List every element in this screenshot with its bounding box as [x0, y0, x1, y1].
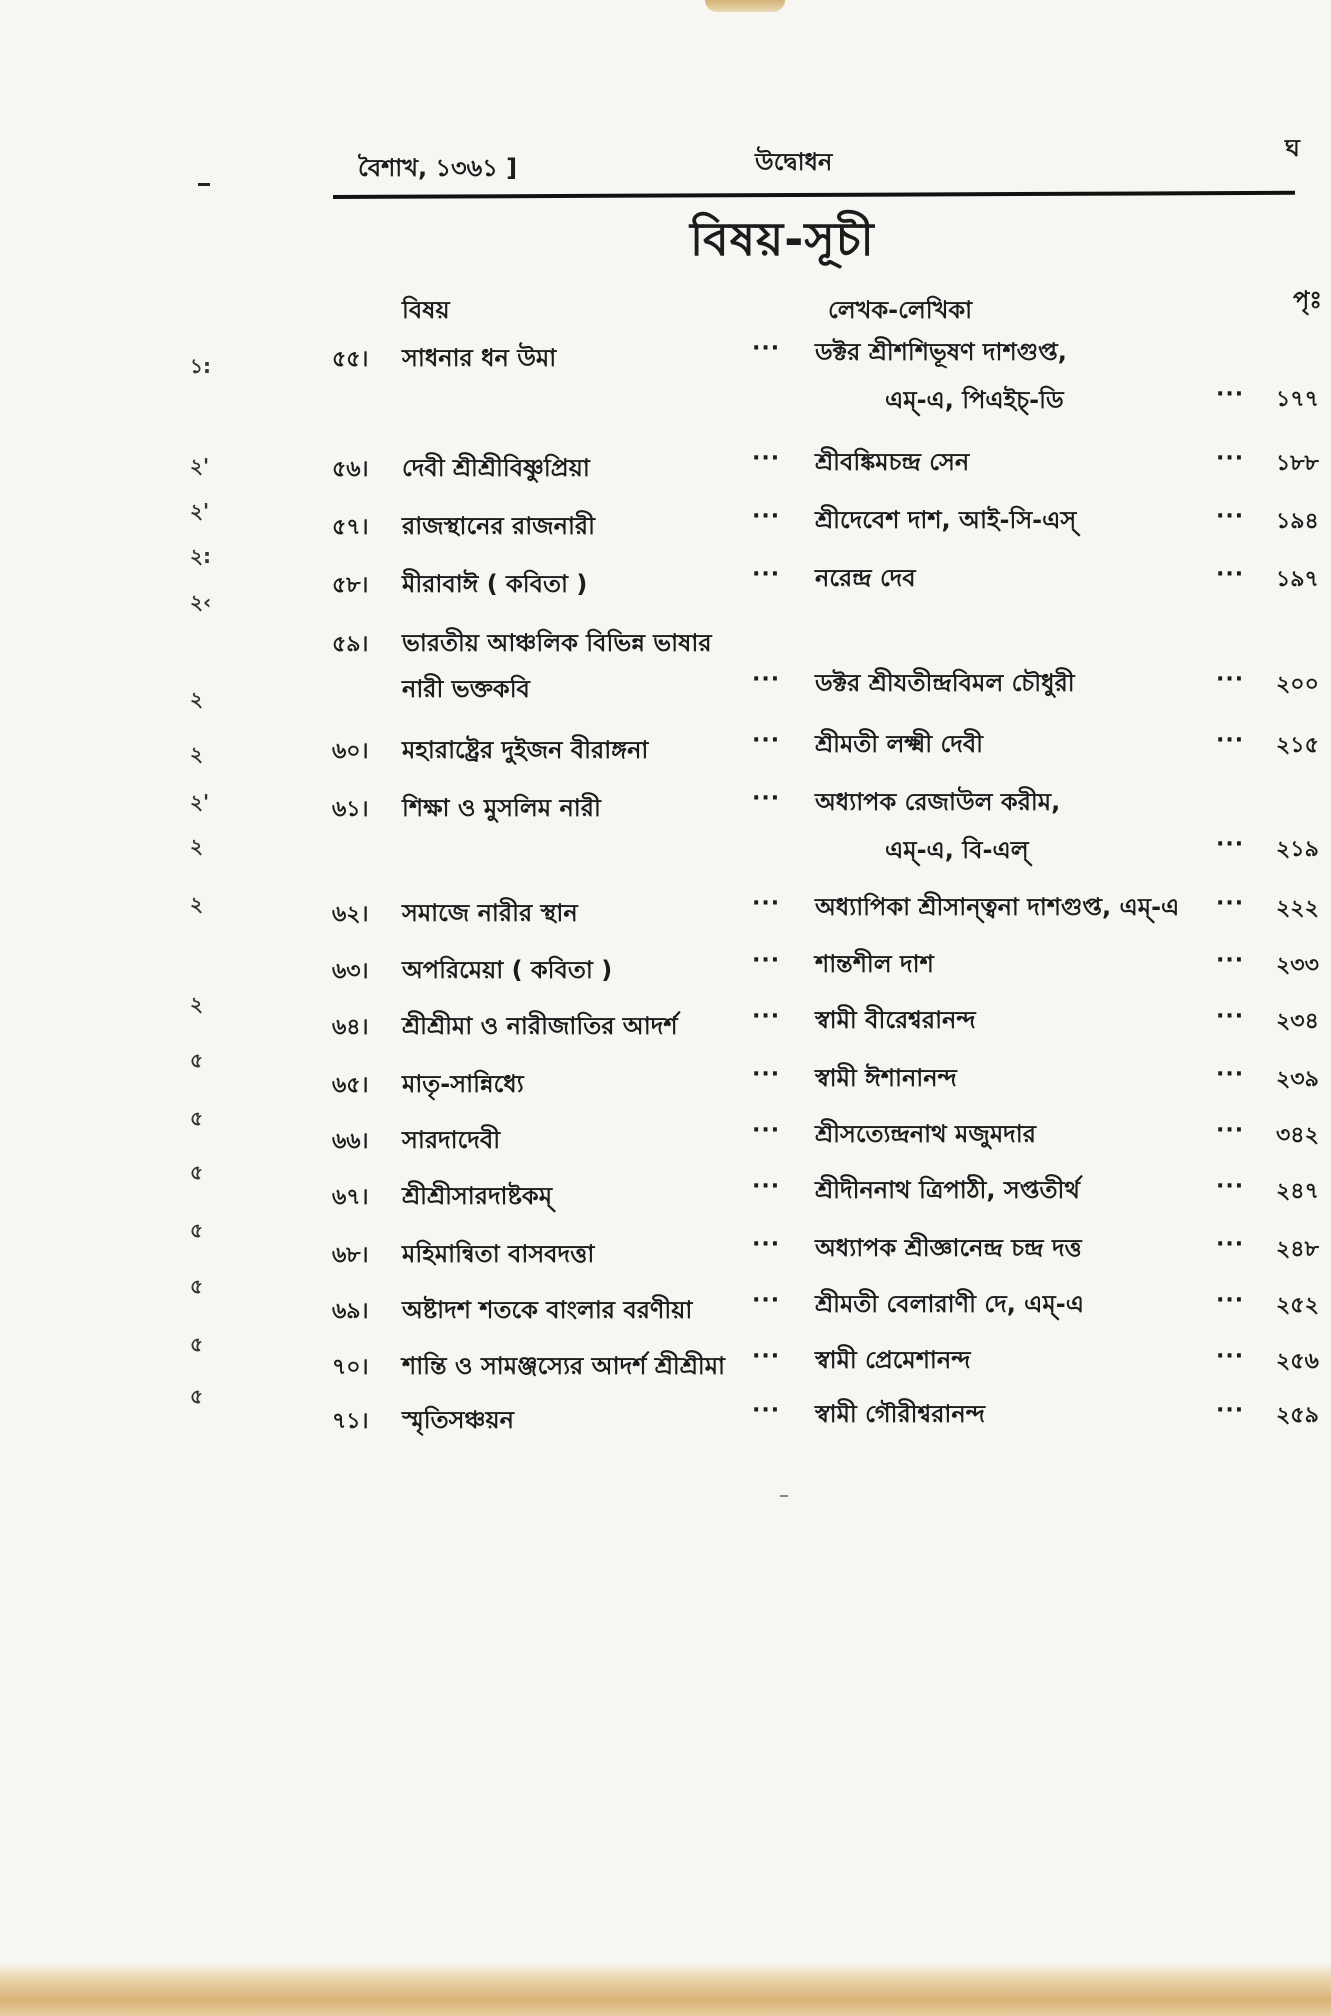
entry-author: শ্রীদীননাথ ত্রিপাঠী, সপ্ততীর্থ	[815, 1176, 1080, 1204]
margin-mark: ২'	[190, 790, 210, 814]
entry-author: শ্রীমতী বেলারাণী দে, এম্‌-এ	[815, 1290, 1084, 1318]
margin-mark: ৫	[190, 1218, 203, 1242]
entry-subject: মাতৃ-সান্নিধ্যে	[402, 1070, 524, 1098]
leader-dots: ···	[1216, 1398, 1245, 1423]
entry-author: স্বামী প্রেমেশানন্দ	[815, 1346, 971, 1374]
leader-dots: ···	[752, 1344, 781, 1369]
leader-dots: ···	[1216, 1344, 1245, 1369]
entry-page: ৩৪২	[1276, 1123, 1319, 1148]
margin-mark: ২'	[190, 454, 210, 478]
entry-number: ৬৭।	[332, 1185, 369, 1210]
entry-number: ৫৭।	[332, 515, 369, 540]
entry-subject: মহারাষ্ট্রের দুইজন বীরাঙ্গনা	[402, 736, 649, 764]
margin-mark: ২'	[190, 499, 210, 523]
leader-dots: ···	[1216, 891, 1245, 916]
entry-subject: স্মৃতিসঞ্চয়ন	[402, 1406, 514, 1434]
entry-author: শ্রীবঙ্কিমচন্দ্র সেন	[815, 448, 970, 476]
leader-dots: ···	[752, 562, 781, 587]
entry-page: ২২২	[1276, 896, 1319, 921]
leader-dots: ···	[752, 667, 781, 692]
margin-mark: ৫	[190, 1332, 203, 1356]
header-date: বৈশাখ, ১৩৬১ ]	[358, 154, 518, 182]
entry-page: ২১৫	[1276, 733, 1319, 758]
entry-page: ১৮৮	[1276, 451, 1319, 476]
entry-author: শ্রীসত্যেন্দ্রনাথ মজুমদার	[815, 1120, 1036, 1148]
entry-page: ২৩৯	[1276, 1067, 1319, 1092]
entry-subject: সারদাদেবী	[402, 1126, 501, 1154]
entry-author: ডক্টর শ্রীযতীন্দ্রবিমল চৌধুরী	[815, 669, 1075, 697]
entry-page: ২৫৬	[1276, 1349, 1319, 1374]
leader-dots: ···	[1216, 1232, 1245, 1257]
leader-dots: ···	[1216, 562, 1245, 587]
entry-author: অধ্যাপক শ্রীজ্ঞানেন্দ্র চন্দ্র দত্ত	[815, 1234, 1082, 1262]
leader-dots: ···	[752, 891, 781, 916]
entry-subject: দেবী শ্রীশ্রীবিষ্ণুপ্রিয়া	[402, 454, 590, 482]
entry-number: ৬৪।	[332, 1015, 369, 1040]
leader-dots: ···	[1216, 504, 1245, 529]
entry-author: শ্রীদেবেশ দাশ, আই-সি-এস্‌	[815, 506, 1077, 534]
leader-dots: ···	[752, 1118, 781, 1143]
running-header	[0, 134, 1331, 190]
entry-subject: শ্রীশ্রীসারদাষ্টকম্‌	[402, 1182, 553, 1210]
margin-mark: ৫	[190, 1048, 203, 1072]
leader-dots: ···	[752, 1174, 781, 1199]
leader-dots: ···	[752, 336, 781, 361]
entry-author: শান্তশীল দাশ	[815, 950, 934, 978]
entry-page: ২০০	[1276, 672, 1319, 697]
leader-dots: ···	[752, 504, 781, 529]
entry-author: স্বামী গৌরীশ্বরানন্দ	[815, 1400, 985, 1428]
leader-dots: ···	[1216, 1118, 1245, 1143]
header-journal-name: উদ্বোধন	[755, 148, 833, 176]
column-head-subject: বিষয়	[402, 296, 450, 324]
entry-number: ৬২।	[332, 902, 369, 927]
entry-subject: রাজস্থানের রাজনারী	[402, 512, 595, 540]
entry-subject: সাধনার ধন উমা	[402, 344, 557, 372]
entry-author: স্বামী বীরেশ্বরানন্দ	[815, 1006, 976, 1034]
entry-number: ৬৬।	[332, 1129, 369, 1154]
entry-page: ২৩৪	[1276, 1009, 1319, 1034]
margin-mark: ২	[190, 892, 204, 916]
entry-page: ২৪৮	[1276, 1237, 1319, 1262]
leader-dots: ···	[1216, 948, 1245, 973]
column-head-page: পৃঃ	[1293, 286, 1323, 314]
margin-mark: ৫	[190, 1106, 203, 1130]
leader-dots: ···	[752, 786, 781, 811]
leader-dots: ···	[1216, 1062, 1245, 1087]
leader-dots: ···	[752, 1398, 781, 1423]
paper-stain-bottom	[0, 1962, 1331, 2016]
margin-mark: ২‹	[190, 590, 212, 614]
entry-page: ১৯৭	[1276, 567, 1319, 592]
entry-page: ২৩৩	[1276, 953, 1319, 978]
entry-author: অধ্যাপিকা শ্রীসান্ত্বনা দাশগুপ্ত, এম্‌-এ	[815, 893, 1180, 921]
margin-mark: ৫	[190, 1160, 203, 1184]
margin-mark: ৫	[190, 1274, 203, 1298]
entry-page: ২১৯	[1276, 837, 1319, 862]
leader-dots: ···	[1216, 1004, 1245, 1029]
entry-subject: মীরাবাঈ ( কবিতা )	[402, 570, 588, 598]
margin-mark: ২	[190, 687, 204, 711]
entry-author: শ্রীমতী লক্ষ্মী দেবী	[815, 730, 984, 758]
leader-dots: ···	[752, 728, 781, 753]
leader-dots: ···	[752, 1062, 781, 1087]
entry-subject: শিক্ষা ও মুসলিম নারী	[402, 794, 601, 822]
entry-author: স্বামী ঈশানানন্দ	[815, 1064, 957, 1092]
header-rule	[333, 191, 1295, 199]
entry-page: ১৭৭	[1276, 387, 1319, 412]
entry-page: ২৫৯	[1276, 1403, 1319, 1428]
entry-number: ৬৩।	[332, 959, 369, 984]
leader-dots: ···	[1216, 832, 1245, 857]
entry-number: ৫৫।	[332, 347, 369, 372]
entry-subject: অষ্টাদশ শতকে বাংলার বরণীয়া	[402, 1296, 693, 1324]
entry-author: ডক্টর শ্রীশশিভূষণ দাশগুপ্ত,	[815, 338, 1067, 366]
leader-dots: ···	[1216, 667, 1245, 692]
entry-author: নরেন্দ্র দেব	[815, 564, 916, 592]
margin-mark: ২	[190, 992, 204, 1016]
entry-subject: শান্তি ও সামঞ্জস্যের আদর্শ শ্রীশ্রীমা	[402, 1352, 725, 1380]
entry-author-continued: এম্‌-এ, বি-এল্‌	[885, 836, 1029, 864]
entry-number: ৬১।	[332, 797, 369, 822]
column-head-author: লেখক-লেখিকা	[828, 296, 973, 324]
leader-dots: ···	[1216, 382, 1245, 407]
leader-dots: ···	[752, 1004, 781, 1029]
margin-mark: ২	[190, 742, 204, 766]
entry-number: ৬০।	[332, 739, 369, 764]
entry-number: ৬৫।	[332, 1073, 369, 1098]
entry-subject: অপরিমেয়া ( কবিতা )	[402, 956, 613, 984]
entry-number: ৫৬।	[332, 457, 369, 482]
entry-subject: ভারতীয় আঞ্চলিক বিভিন্ন ভাষার	[402, 629, 712, 657]
entry-number: ৫৯।	[332, 632, 369, 657]
paper-speck	[780, 1495, 788, 1497]
entry-page: ২৫২	[1276, 1293, 1319, 1318]
entry-number: ৫৮।	[332, 573, 369, 598]
entry-number: ৬৯।	[332, 1299, 369, 1324]
paper-stain-top	[705, 0, 785, 12]
page-title: বিষয়-সূচী	[690, 212, 875, 266]
entry-author-continued: এম্‌-এ, পিএইচ্‌-ডি	[885, 386, 1064, 414]
entry-page: ১৯৪	[1276, 509, 1319, 534]
margin-mark: ২:	[190, 544, 212, 568]
leader-dots: ···	[1216, 1288, 1245, 1313]
entry-subject: শ্রীশ্রীমা ও নারীজাতির আদর্শ	[402, 1012, 678, 1040]
entry-author: অধ্যাপক রেজাউল করীম,	[815, 788, 1061, 816]
entry-subject: মহিমান্বিতা বাসবদত্তা	[402, 1240, 595, 1268]
leader-dots: ···	[752, 1288, 781, 1313]
leader-dots: ···	[1216, 446, 1245, 471]
margin-mark: ৫	[190, 1384, 203, 1408]
leader-dots: ···	[752, 446, 781, 471]
entry-subject: সমাজে নারীর স্থান	[402, 899, 578, 927]
entry-page: ২৪৭	[1276, 1179, 1319, 1204]
leader-dots: ···	[1216, 1174, 1245, 1199]
leader-dots: ···	[752, 948, 781, 973]
leader-dots: ···	[752, 1232, 781, 1257]
entry-number: ৭১।	[332, 1409, 369, 1434]
margin-mark: ২	[190, 834, 204, 858]
entry-number: ৬৮।	[332, 1243, 369, 1268]
leader-dots: ···	[1216, 728, 1245, 753]
header-page-letter: ঘ	[1285, 134, 1300, 162]
margin-mark: ১:	[190, 354, 211, 378]
entry-number: ৭০।	[332, 1355, 369, 1380]
entry-subject-continued: নারী ভক্তকবি	[402, 675, 530, 703]
